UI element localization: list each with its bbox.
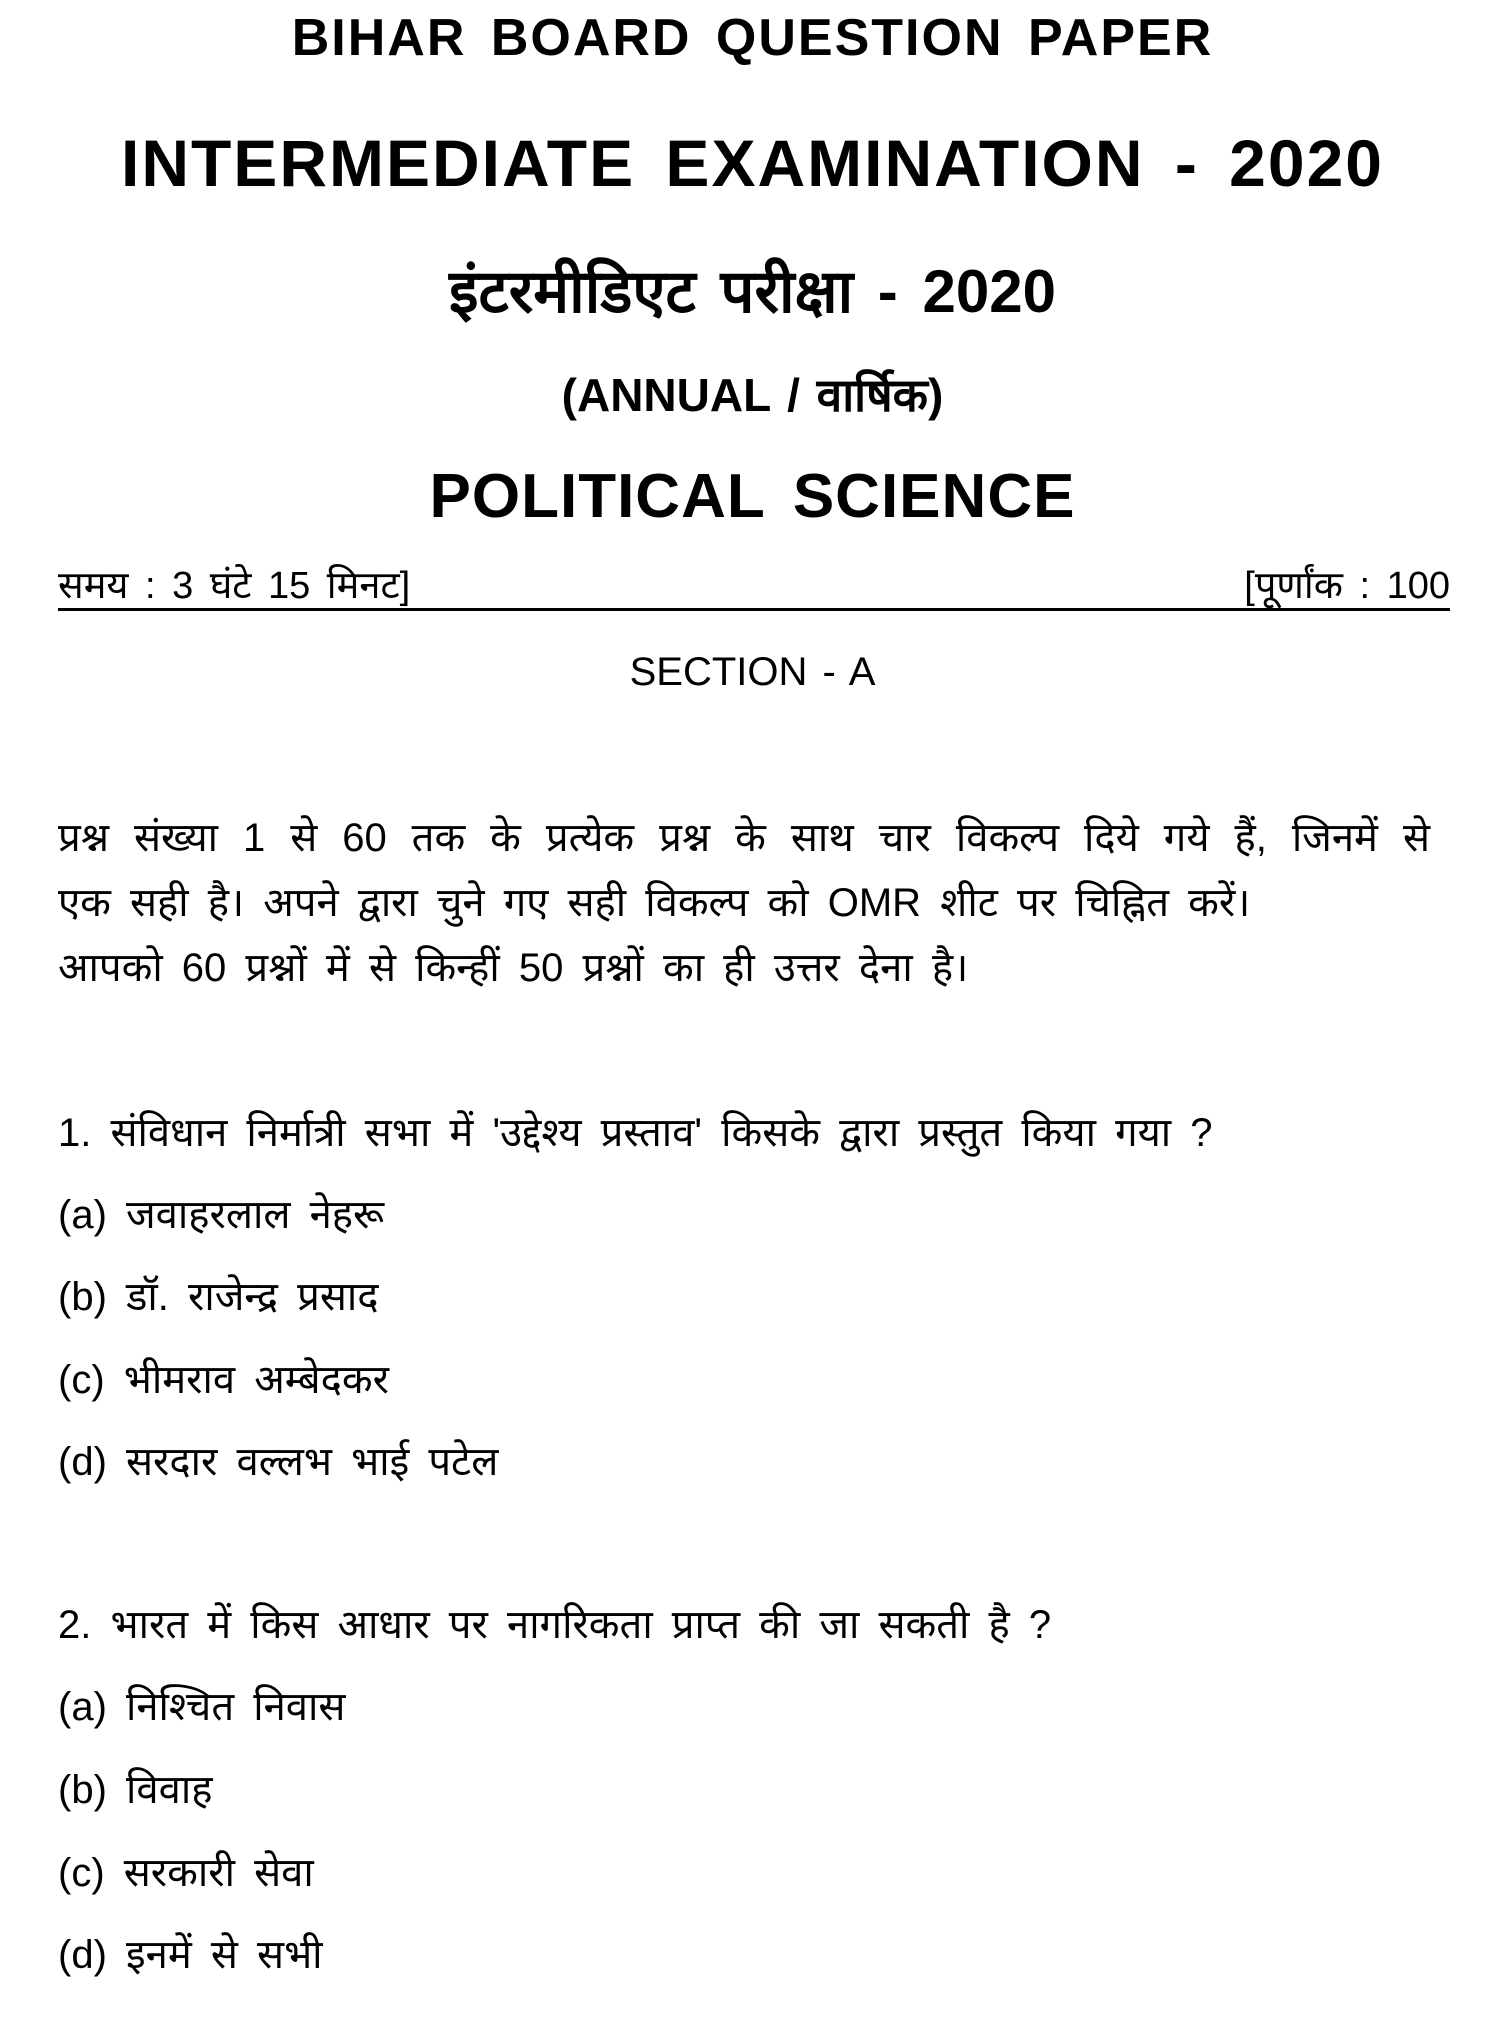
instruction-line: एक सही है। अपने द्वारा चुने गए सही विकल्प को OMR शीट पर चिह्नित करें।: [58, 881, 1251, 925]
subject-title: POLITICAL SCIENCE: [429, 462, 1076, 531]
option-b: (b) विवाह: [58, 1768, 213, 1812]
question-text: 1. संविधान निर्मात्री सभा में 'उद्देश्य प्रस्ताव' किसके द्वारा प्रस्तुत किया गया ?: [58, 1111, 1213, 1155]
exam-title-english: INTERMEDIATE EXAMINATION - 2020: [120, 126, 1385, 200]
option-c: (c) सरकारी सेवा: [58, 1851, 314, 1895]
section-title: SECTION - A: [629, 650, 876, 694]
option-a: (a) जवाहरलाल नेहरू: [58, 1193, 385, 1237]
instruction-line: प्रश्न संख्या 1 से 60 तक के प्रत्येक प्रश्न के साथ चार विकल्प दिये गये हैं, जिनमें से: [58, 816, 1430, 860]
option-c: (c) भीमराव अम्बेदकर: [58, 1358, 389, 1402]
exam-title-hindi: इंटरमीडिएट परीक्षा - 2020: [449, 258, 1056, 325]
option-a: (a) निश्चित निवास: [58, 1685, 346, 1729]
option-d: (d) सरदार वल्लभ भाई पटेल: [58, 1440, 499, 1484]
full-marks: [पूर्णांक : 100: [1244, 565, 1450, 607]
instruction-line: आपको 60 प्रश्नों में से किन्हीं 50 प्रश्नों का ही उत्तर देना है।: [58, 946, 969, 990]
option-b: (b) डॉ. राजेन्द्र प्रसाद: [58, 1275, 379, 1319]
option-d: (d) इनमें से सभी: [58, 1933, 323, 1977]
time-allowed: समय : 3 घंटे 15 मिनट]: [58, 565, 411, 607]
question-text: 2. भारत में किस आधार पर नागरिकता प्राप्त की जा सकती है ?: [58, 1603, 1052, 1647]
board-title: BIHAR BOARD QUESTION PAPER: [291, 9, 1214, 67]
exam-type: (ANNUAL / वार्षिक): [561, 369, 944, 421]
time-marks-row: [58, 565, 1450, 611]
